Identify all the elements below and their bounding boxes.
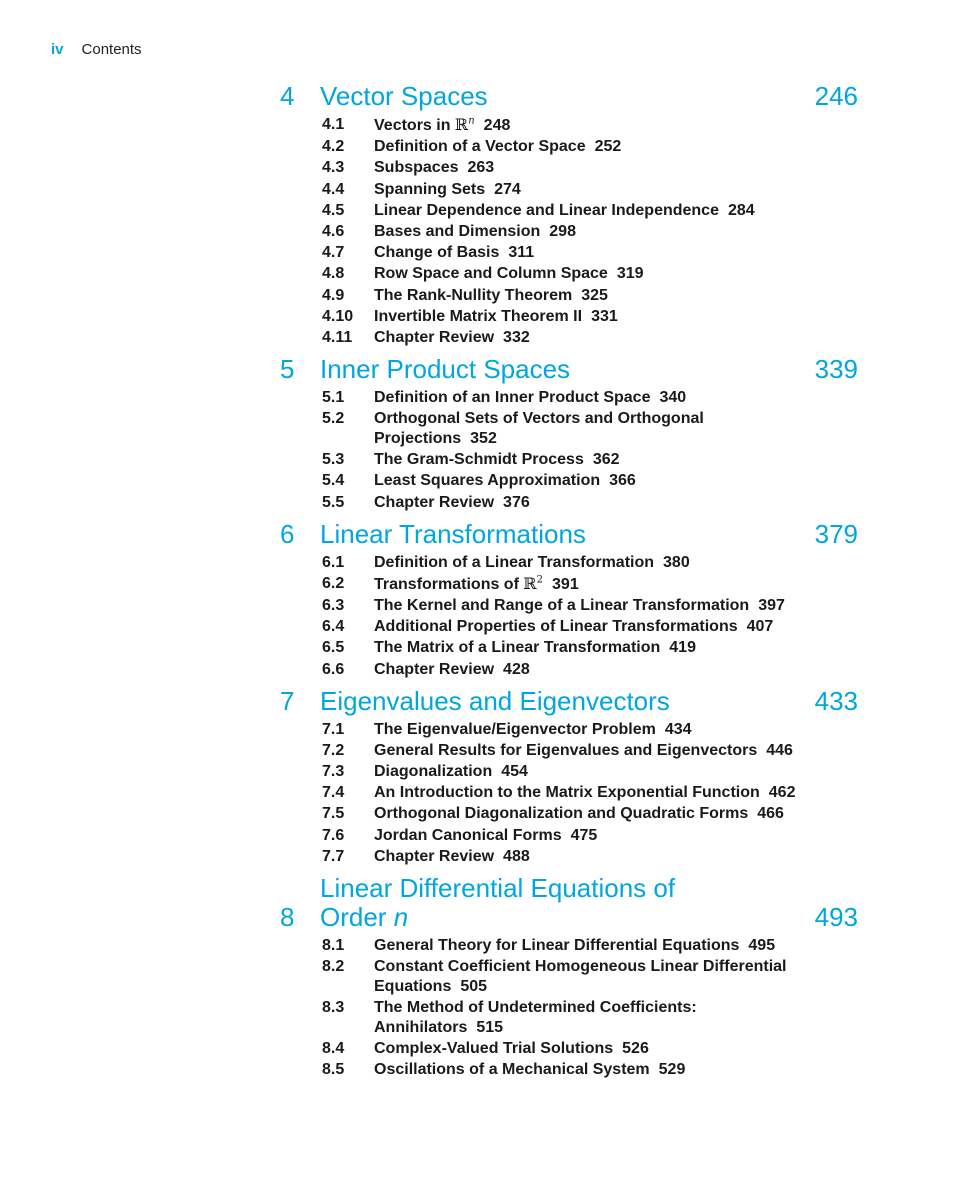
chapter-title: Eigenvalues and Eigenvectors [320, 685, 670, 716]
section-body [374, 137, 814, 157]
section-title: Row Space and Column Space [374, 265, 608, 283]
section-number: 5.4 [322, 472, 345, 490]
toc-entry[interactable] [322, 762, 860, 782]
section-number: 4.4 [322, 180, 345, 198]
toc-entry[interactable] [322, 137, 860, 157]
section-title: Orthogonal Sets of Vectors and Orthogonal Projections [374, 410, 704, 448]
chapter-page: 339 [814, 353, 858, 384]
section-title: Chapter Review [374, 493, 495, 511]
toc-entry[interactable] [322, 660, 860, 680]
section-page: 446 [766, 741, 793, 759]
toc-entry[interactable] [322, 936, 860, 956]
toc-entry[interactable] [322, 493, 860, 513]
section-body [374, 574, 814, 595]
section-title: Orthogonal Diagonalization and Quadratic Forms [374, 805, 749, 823]
section-page: 428 [503, 660, 530, 678]
toc-entry[interactable] [322, 180, 860, 200]
toc-entry[interactable] [322, 243, 860, 263]
section-body [374, 286, 814, 306]
section-number: 6.1 [322, 553, 345, 571]
toc-entry[interactable] [322, 596, 860, 616]
section-body [374, 957, 814, 997]
section-title: Chapter Review [374, 847, 495, 865]
section-body [374, 847, 814, 867]
section-number: 7.7 [322, 847, 345, 865]
section-page: 274 [494, 180, 521, 198]
section-page: 407 [746, 618, 774, 636]
math-superscript: 2 [536, 574, 544, 586]
running-head [51, 41, 142, 58]
math-symbol: ℝ [454, 115, 469, 134]
table-of-contents [280, 82, 860, 1087]
page-number: iv [51, 41, 64, 58]
toc-entry[interactable] [322, 201, 860, 221]
chapter-number: 8 [280, 901, 295, 932]
section-body [374, 596, 814, 616]
chapter [280, 355, 860, 513]
section-title: Transformations of ℝ$^2$ [374, 573, 544, 593]
section-body [374, 471, 814, 491]
toc-entry[interactable] [322, 783, 860, 803]
section-page: 248 [483, 117, 511, 134]
section-page: 325 [581, 286, 608, 304]
toc-entry[interactable] [322, 617, 860, 637]
section-body [374, 115, 814, 136]
chapter [280, 687, 860, 867]
chapter-title: Linear Differential Equations of Order n [320, 872, 676, 932]
chapter [280, 520, 860, 680]
toc-entry[interactable] [322, 286, 860, 306]
section-title: The Method of Undetermined Coefficients: Annihilators [374, 999, 697, 1037]
section-title: Chapter Review [374, 660, 495, 678]
section-list [322, 720, 860, 867]
section-number: 4.5 [322, 201, 345, 219]
toc-entry[interactable] [322, 638, 860, 658]
section-page: 340 [659, 388, 687, 406]
section-number: 5.1 [322, 388, 345, 406]
section-page: 529 [658, 1061, 686, 1079]
section-body [374, 720, 814, 740]
section-body [374, 158, 814, 178]
section-title: Definition of an Inner Product Space [374, 388, 651, 406]
section-number: 4.6 [322, 222, 345, 240]
section-title: Spanning Sets [374, 180, 486, 198]
section-title: Complex-Valued Trial Solutions [374, 1040, 614, 1058]
section-title: Constant Coefficient Homogeneous Linear Differential Equations [374, 957, 787, 995]
toc-entry[interactable] [322, 115, 860, 136]
section-body [374, 741, 814, 761]
section-body [374, 804, 814, 824]
section-page: 454 [501, 762, 528, 780]
toc-entry[interactable] [322, 450, 860, 470]
section-title: Definition of a Vector Space [374, 138, 586, 156]
section-number: 6.5 [322, 639, 345, 657]
section-body [374, 450, 814, 470]
section-list [322, 115, 860, 348]
section-page: 319 [616, 265, 644, 283]
section-body [374, 826, 814, 846]
section-page: 252 [594, 138, 622, 156]
section-body [374, 998, 814, 1038]
section-page: 366 [609, 472, 636, 490]
chapter-number: 4 [280, 81, 295, 111]
section-number: 5.3 [322, 451, 345, 469]
section-number: 6.4 [322, 618, 345, 636]
section-page: 376 [503, 493, 530, 511]
toc-entry[interactable] [322, 847, 860, 867]
section-number: 4.2 [322, 138, 345, 156]
section-number: 4.9 [322, 286, 345, 304]
toc-entry[interactable] [322, 158, 860, 178]
section-page: 284 [727, 201, 755, 219]
section-title: Vectors in ℝ$^n$ [374, 115, 475, 134]
section-body [374, 201, 814, 221]
section-number: 8.2 [322, 957, 345, 975]
section-page: 391 [552, 575, 579, 593]
toc-entry[interactable] [322, 720, 860, 740]
chapter [280, 82, 860, 348]
section-body [374, 222, 814, 242]
section-title: Least Squares Approximation [374, 472, 601, 490]
chapter-heading[interactable] [280, 82, 860, 111]
section-body [374, 493, 814, 513]
section-number: 8.3 [322, 999, 345, 1017]
section-number: 6.2 [322, 574, 345, 592]
toc-entry[interactable] [322, 1060, 860, 1080]
section-title: Invertible Matrix Theorem II [374, 307, 583, 325]
section-title: Bases and Dimension [374, 222, 541, 240]
section-number: 4.8 [322, 265, 345, 283]
section-body [374, 553, 814, 573]
section-body [374, 388, 814, 408]
chapter-page: 246 [814, 81, 858, 111]
section-page: 419 [669, 639, 696, 657]
section-number: 5.2 [322, 410, 345, 428]
section-title: The Kernel and Range of a Linear Transformation [374, 597, 750, 614]
section-body [374, 180, 814, 200]
section-body [374, 409, 814, 449]
section-body [374, 762, 814, 782]
toc-entry[interactable] [322, 307, 860, 327]
section-number: 4.7 [322, 244, 345, 262]
section-title: Linear Dependence and Linear Independence [374, 201, 719, 219]
section-page: 263 [467, 159, 495, 177]
section-title: The Matrix of a Linear Transformation [374, 639, 661, 657]
section-title: Chapter Review [374, 328, 495, 346]
chapter-title: Vector Spaces [320, 81, 488, 111]
section-title: General Results for Eigenvalues and Eigenvectors [374, 741, 758, 759]
section-title: General Theory for Linear Differential Equations [374, 936, 740, 954]
section-page: 298 [549, 222, 576, 240]
section-page: 434 [664, 720, 692, 738]
section-body [374, 617, 814, 637]
toc-entry[interactable] [322, 388, 860, 408]
section-body [374, 264, 814, 284]
section-page: 362 [592, 451, 620, 469]
toc-entry[interactable] [322, 409, 860, 449]
chapter-title-italic: n [393, 901, 409, 932]
chapter [280, 874, 860, 1081]
section-title: The Eigenvalue/Eigenvector Problem [374, 720, 656, 738]
toc-entry[interactable] [322, 826, 860, 846]
section-body [374, 243, 814, 263]
toc-entry[interactable] [322, 574, 860, 595]
section-body [374, 328, 814, 348]
chapter-heading[interactable] [280, 355, 860, 384]
section-number: 4.10 [322, 307, 354, 325]
section-page: 466 [757, 805, 784, 823]
section-number: 5.5 [322, 493, 345, 511]
section-page: 462 [768, 784, 796, 802]
section-list [322, 936, 860, 1081]
section-page: 488 [503, 847, 530, 865]
section-page: 332 [503, 328, 530, 346]
math-symbol: ℝ [523, 573, 537, 593]
section-number: 8.1 [322, 936, 345, 954]
toc-entry[interactable] [322, 222, 860, 242]
chapter-number: 5 [280, 353, 295, 384]
section-number: 4.11 [322, 328, 353, 346]
section-title: Change of Basis [374, 244, 500, 262]
math-superscript: n [468, 115, 475, 127]
chapter-heading[interactable] [280, 687, 860, 716]
section-title: Diagonalization [374, 762, 493, 780]
toc-entry[interactable] [322, 471, 860, 491]
section-number: 6.3 [322, 597, 345, 614]
section-title: Definition of a Linear Transformation [374, 553, 655, 571]
section-number: 7.3 [322, 762, 345, 780]
chapter-heading[interactable] [280, 520, 860, 549]
section-list [322, 388, 860, 513]
section-body [374, 638, 814, 658]
toc-entry[interactable] [322, 998, 860, 1038]
section-number: 4.1 [322, 116, 345, 133]
section-title: An Introduction to the Matrix Exponential Function [374, 784, 760, 802]
section-body [374, 936, 814, 956]
section-number: 7.1 [322, 720, 345, 738]
toc-entry[interactable] [322, 264, 860, 284]
section-title: The Rank-Nullity Theorem [374, 286, 573, 304]
section-page: 515 [476, 1019, 504, 1037]
section-page: 397 [758, 597, 785, 614]
running-head-label: Contents [81, 41, 142, 58]
chapter-number: 7 [280, 685, 295, 716]
section-number: 7.2 [322, 741, 345, 759]
toc-entry[interactable] [322, 804, 860, 824]
section-number: 8.4 [322, 1040, 345, 1058]
section-title: The Gram-Schmidt Process [374, 451, 584, 469]
section-number: 6.6 [322, 660, 345, 678]
toc-entry[interactable] [322, 741, 860, 761]
section-page: 380 [663, 553, 690, 571]
chapter-title: Inner Product Spaces [320, 353, 571, 384]
section-number: 8.5 [322, 1061, 345, 1079]
chapter-page: 433 [814, 685, 858, 716]
section-page: 526 [622, 1040, 649, 1058]
section-page: 495 [748, 936, 776, 954]
section-title: Additional Properties of Linear Transformations [374, 618, 738, 636]
toc-entry[interactable] [322, 1039, 860, 1059]
section-page: 352 [470, 430, 497, 448]
section-body [374, 307, 814, 327]
chapter-heading[interactable] [280, 874, 860, 932]
chapter-title: Linear Transformations [320, 518, 586, 549]
section-number: 7.6 [322, 826, 345, 844]
chapter-page: 379 [814, 518, 858, 549]
chapter-number: 6 [280, 518, 295, 549]
section-title: Jordan Canonical Forms [374, 826, 562, 844]
section-page: 311 [508, 244, 535, 262]
toc-entry[interactable] [322, 957, 860, 997]
section-title: Oscillations of a Mechanical System [374, 1061, 650, 1079]
section-list [322, 553, 860, 680]
section-number: 4.3 [322, 159, 345, 177]
section-body [374, 783, 814, 803]
section-page: 475 [570, 826, 598, 844]
section-page: 505 [460, 977, 488, 995]
chapter-page: 493 [814, 901, 858, 932]
section-body [374, 1060, 814, 1080]
section-title: Subspaces [374, 159, 459, 177]
toc-entry[interactable] [322, 328, 860, 348]
section-number: 7.4 [322, 784, 345, 802]
toc-entry[interactable] [322, 553, 860, 573]
section-body [374, 660, 814, 680]
section-number: 7.5 [322, 805, 345, 823]
section-body [374, 1039, 814, 1059]
section-page: 331 [591, 307, 618, 325]
